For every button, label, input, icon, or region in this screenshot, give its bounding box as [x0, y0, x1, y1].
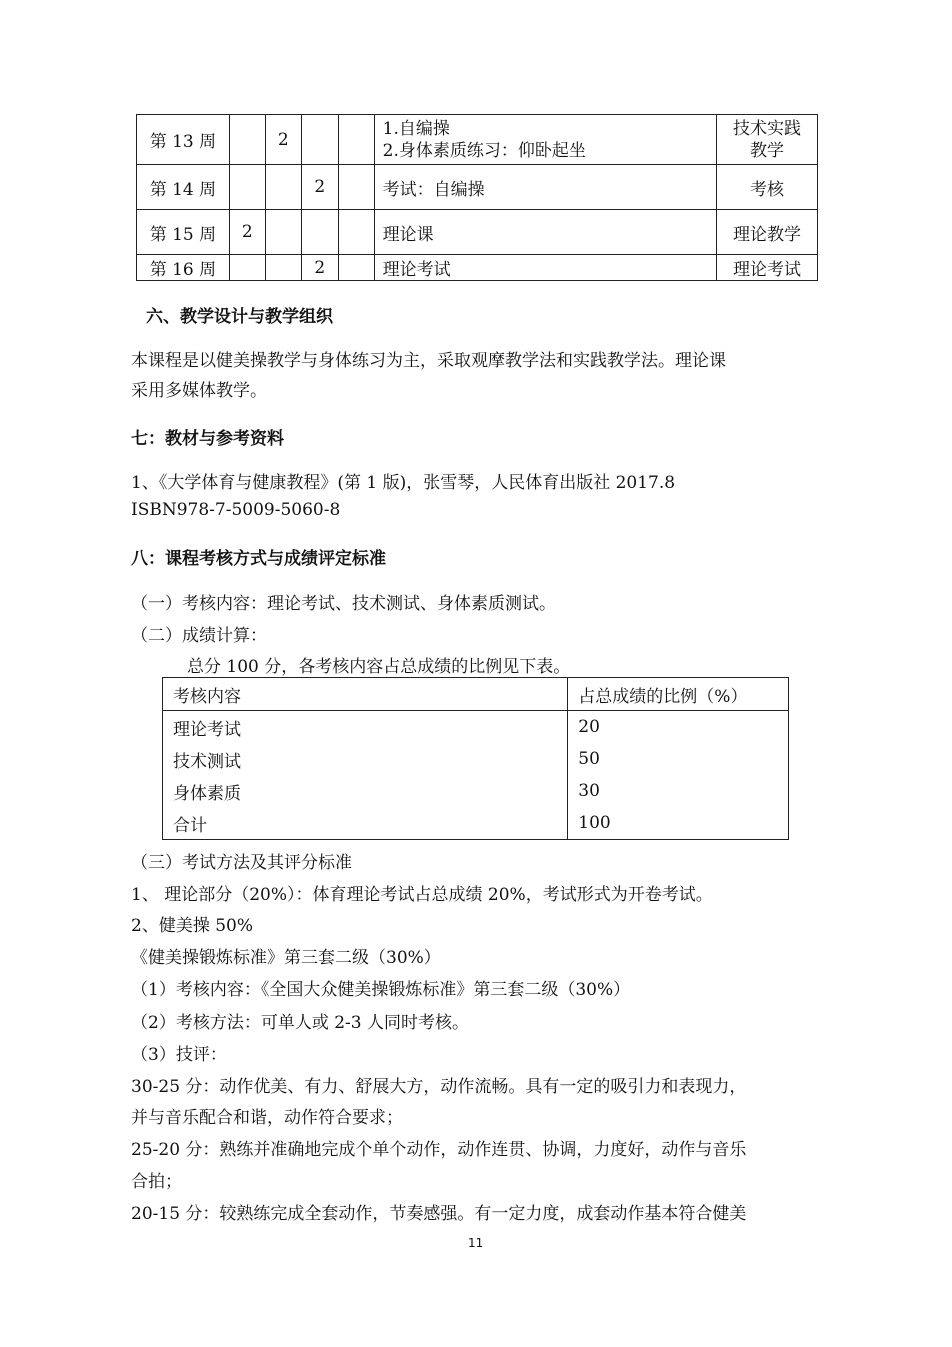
week-cell: 第 13 周 [137, 115, 230, 165]
paragraph-line: （2）考核方法：可单人或 2-3 人同时考核。 [131, 1013, 469, 1033]
paragraph-line: 合拍； [131, 1172, 182, 1192]
method-cell: 理论考试 [717, 255, 818, 281]
content-cell [374, 115, 716, 165]
hours-cell [301, 115, 338, 165]
section-heading: 六、教学设计与教学组织 [146, 307, 333, 327]
paragraph-line: 2、健美操 50% [131, 916, 254, 936]
paragraph-line: （3）技评： [131, 1045, 227, 1065]
hours-cell [229, 165, 265, 210]
table-cell: 20 [578, 717, 600, 737]
hours-cell [229, 115, 265, 165]
content-cell: 考试：自编操 [374, 165, 716, 210]
paragraph-line: 总分 100 分，各考核内容占总成绩的比例见下表。 [187, 657, 571, 677]
table-row [137, 115, 818, 165]
reference-line: ISBN978-7-5009-5060-8 [131, 500, 341, 520]
hours-cell [265, 165, 301, 210]
hours-cell [338, 255, 374, 281]
week-cell: 第 14 周 [137, 165, 230, 210]
paragraph-line: （二）成绩计算： [131, 626, 267, 646]
content-cell: 理论课 [374, 210, 716, 255]
hours-cell [338, 165, 374, 210]
content-line: 2.身体素质练习：仰卧起坐 [382, 140, 586, 161]
table-header-row [163, 678, 789, 711]
reference-line: 1、《大学体育与健康教程》(第 1 版)，张雪琴，人民体育出版社 2017.8 [131, 473, 676, 493]
hours-cell [338, 210, 374, 255]
table-row [137, 210, 818, 255]
table-header-cell: 考核内容 [163, 678, 568, 711]
hours-cell: 2 [301, 165, 338, 210]
paragraph-line: 25-20 分：熟练并准确地完成个单个动作，动作连贯、协调，力度好，动作与音乐 [131, 1140, 747, 1160]
hours-cell [301, 210, 338, 255]
method-cell: 考核 [717, 165, 818, 210]
hours-cell: 2 [301, 255, 338, 281]
table-cell: 100 [578, 813, 611, 833]
paragraph-line: 30-25 分：动作优美、有力、舒展大方，动作流畅。具有一定的吸引力和表现力， [131, 1077, 747, 1097]
table-cell: 身体素质 [163, 775, 568, 807]
hours-cell [265, 255, 301, 281]
hours-cell: 2 [229, 210, 265, 255]
hours-cell [229, 255, 265, 281]
paragraph-line: （1）考核内容：《全国大众健美操锻炼标准》第三套二级（30%） [131, 980, 631, 1000]
page-number: 11 [468, 1236, 484, 1250]
table-row [137, 255, 818, 281]
paragraph-line: 并与音乐配合和谐，动作符合要求； [131, 1108, 403, 1128]
hours-cell [338, 115, 374, 165]
week-cell: 第 15 周 [137, 210, 230, 255]
method-cell [717, 115, 818, 165]
table-cell: 理论考试 [163, 711, 568, 744]
paragraph-line: 采用多媒体教学。 [131, 381, 267, 401]
paragraph-line: 20-15 分：较熟练完成全套动作，节奏感强。有一定力度，成套动作基本符合健美 [131, 1204, 747, 1224]
method-line: 技术实践 [733, 118, 802, 139]
paragraph-line: （一）考核内容：理论考试、技术测试、身体素质测试。 [131, 594, 556, 614]
paragraph-line: 本课程是以健美操教学与身体练习为主，采取观摩教学法和实践教学法。理论课 [131, 351, 726, 371]
paragraph-line: （三）考试方法及其评分标准 [131, 853, 352, 873]
table-cell: 50 [578, 749, 600, 769]
content-cell: 理论考试 [374, 255, 716, 281]
paragraph-line: 《健美操锻炼标准》第三套二级（30%） [131, 948, 441, 968]
score-ratio-table [162, 677, 789, 840]
table-cell: 技术测试 [163, 743, 568, 775]
table-row [163, 743, 789, 775]
schedule-table [136, 114, 818, 281]
hours-cell: 2 [265, 115, 301, 165]
section-heading: 七：教材与参考资料 [131, 429, 284, 449]
method-cell: 理论教学 [717, 210, 818, 255]
table-cell: 30 [578, 781, 600, 801]
table-header-cell: 占总成绩的比例（%） [568, 678, 789, 711]
hours-cell [265, 210, 301, 255]
paragraph-line: 1、 理论部分（20%）：体育理论考试占总成绩 20%，考试形式为开卷考试。 [131, 885, 713, 905]
week-cell: 第 16 周 [137, 255, 230, 281]
table-row [163, 807, 789, 840]
table-row [163, 775, 789, 807]
method-line: 教学 [750, 140, 785, 161]
table-row [163, 711, 789, 744]
table-row [137, 165, 818, 210]
section-heading: 八：课程考核方式与成绩评定标准 [131, 549, 386, 569]
content-line: 1.自编操 [382, 118, 450, 139]
table-cell: 合计 [163, 807, 568, 840]
